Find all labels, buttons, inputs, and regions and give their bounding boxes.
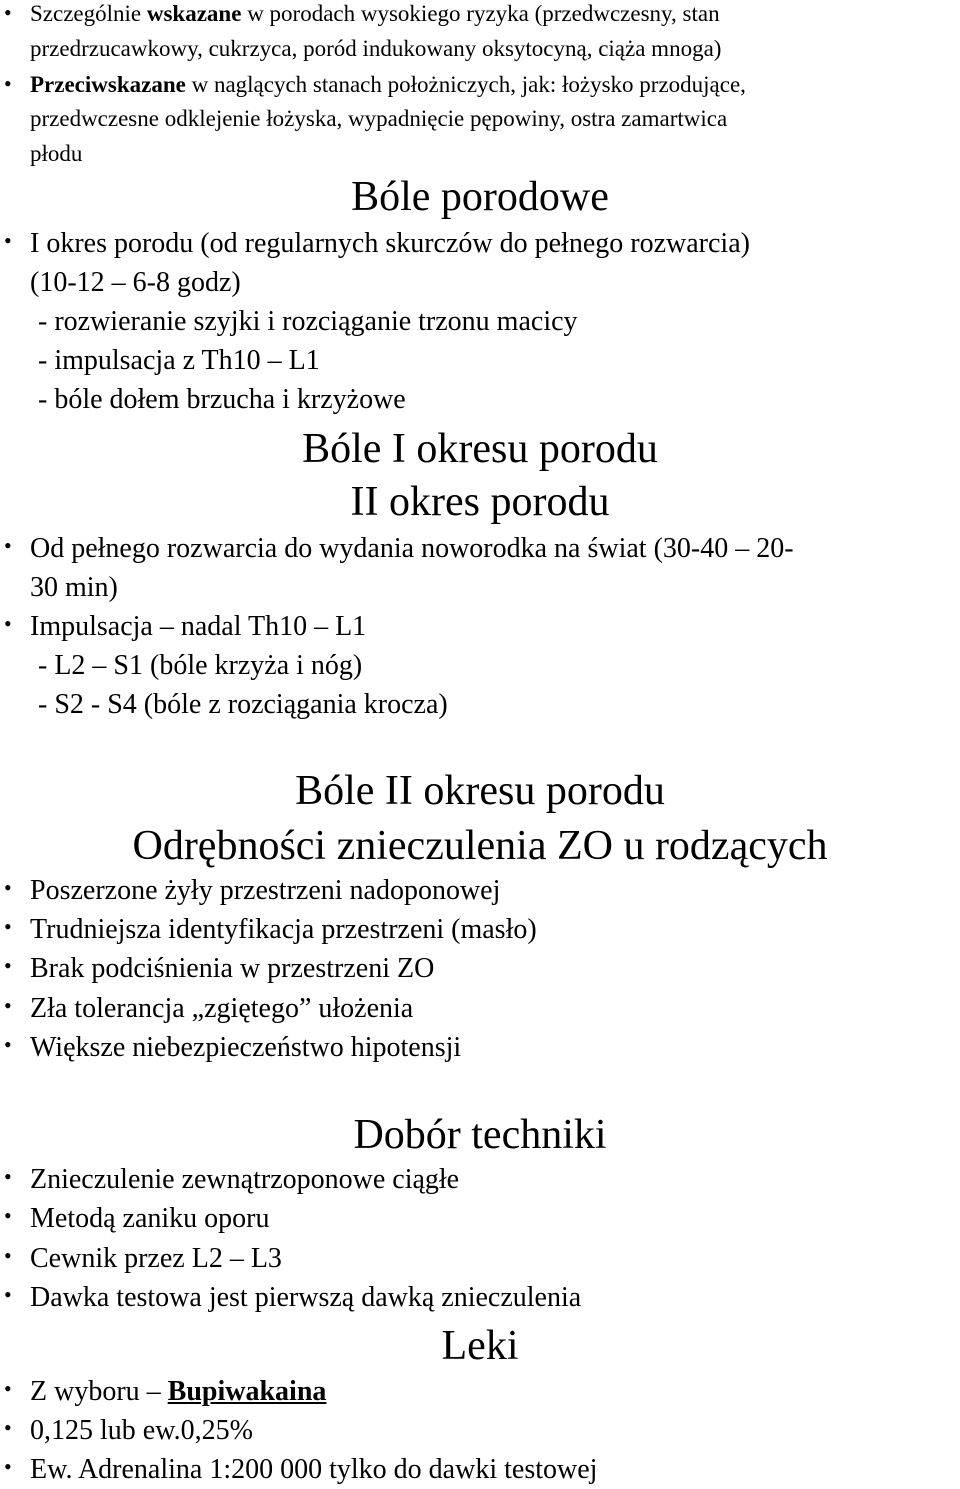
bullet-marker: • [4,1032,12,1057]
continuation-text: (10-12 – 6-8 godz) [30,267,241,298]
bullet-text: Większe niebezpieczeństwo hipotensji [30,1032,462,1063]
bullet-marker: • [4,71,12,96]
bullet-text: Ew. Adrenalina 1:200 000 tylko do dawki testowej [30,1454,598,1485]
bullet-text [30,2,720,25]
continuation-text: przedwczesne odklejenie łożyska, wypadnięcie pępowiny, ostra zamartwica [30,106,728,131]
bullet-text: Dawka testowa jest pierwszą dawką znieczulenia [30,1282,582,1313]
bullet-text: Metodą zaniku oporu [30,1203,270,1234]
bullet-text: Brak podciśnienia w przestrzeni ZO [30,953,435,984]
bullet-marker: • [4,875,12,900]
bullet-marker: • [4,533,12,558]
bullet-marker: • [4,1376,12,1401]
bullet-text: 0,125 lub ew.0,25% [30,1415,253,1446]
sub-item-text: - bóle dołem brzucha i krzyżowe [38,384,406,415]
section-heading: Odrębności znieczulenia ZO u rodzących [132,823,828,869]
bullet-marker: • [4,611,12,636]
bullet-text: I okres porodu (od regularnych skurczów do pełnego rozwarcia) [30,228,750,259]
bullet-marker: • [4,953,12,978]
bullet-text: Poszerzone żyły przestrzeni nadoponowej [30,875,501,906]
sub-item-text: - rozwieranie szyjki i rozciąganie trzonu macicy [38,306,578,337]
bold-term: wskazane [146,1,242,26]
bullet-marker: • [4,993,12,1018]
bullet-marker: • [4,1243,12,1268]
sub-item-text: - impulsacja z Th10 – L1 [38,345,320,376]
text-prefix: Z wyboru – [30,1376,168,1407]
continuation-text: przedrzucawkowy, cukrzyca, poród indukowany oksytocyną, ciąża mnoga) [30,36,722,61]
continuation-text: 30 min) [30,572,118,603]
bullet-text: Zła tolerancja „zgiętego” ułożenia [30,993,414,1024]
section-heading: Bóle porodowe [351,174,609,220]
bullet-text: Od pełnego rozwarcia do wydania noworodka na świat (30-40 – 20- [30,533,794,564]
bullet-marker: • [4,914,12,939]
bullet-text [30,73,746,96]
bullet-marker: • [4,1164,12,1189]
bullet-marker: • [4,1415,12,1440]
bullet-marker: • [4,1203,12,1228]
bullet-text: Znieczulenie zewnątrzoponowe ciągłe [30,1164,460,1195]
bold-term: Przeciwskazane [30,72,186,97]
text-prefix: Szczególnie [30,1,147,26]
bullet-text [30,1378,326,1406]
continuation-text: płodu [30,141,83,166]
bullet-text: Cewnik przez L2 – L3 [30,1243,282,1274]
sub-item-text: - L2 – S1 (bóle krzyża i nóg) [38,650,363,681]
section-heading: Bóle II okresu porodu [295,768,665,814]
bullet-marker: • [4,0,12,25]
bullet-marker: • [4,1454,12,1479]
text-rest: w porodach wysokiego ryzyka (przedwczesny, stan [241,1,720,26]
bullet-marker: • [4,1282,12,1307]
bullet-text: Trudniejsza identyfikacja przestrzeni (masło) [30,914,537,945]
drug-name: Bupiwakaina [167,1376,327,1407]
section-heading: Leki [441,1323,519,1369]
bullet-marker: • [4,228,12,253]
sub-item-text: - S2 - S4 (bóle z rozciągania krocza) [38,689,448,720]
text-rest: w naglących stanach położniczych, jak: łożysko przodujące, [185,72,746,97]
section-heading: Bóle I okresu porodu [302,426,658,472]
bullet-text: Impulsacja – nadal Th10 – L1 [30,611,367,642]
section-heading: Dobór techniki [353,1112,607,1158]
section-heading: II okres porodu [350,479,610,525]
